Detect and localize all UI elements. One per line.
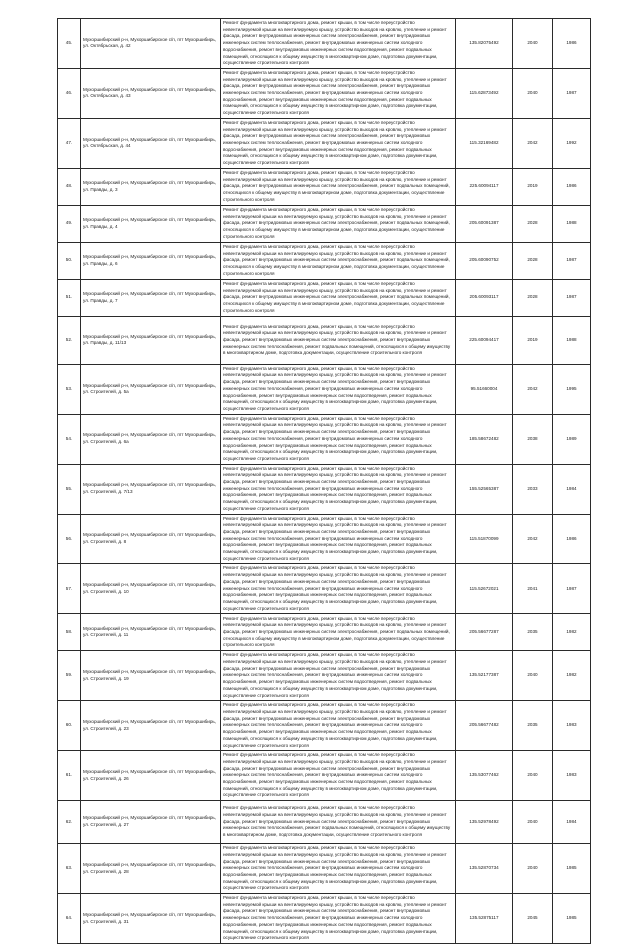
row-number: 51. — [58, 279, 81, 316]
address-cell: Мухоршибирский р-н, Мухоршибирское с/п, пгт Мухоршибирь, ул. Строителей, д. 7/13 — [81, 464, 221, 514]
build-year-cell: 1988 — [553, 205, 591, 242]
address-cell: Мухоршибирский р-н, Мухоршибирское с/п, пгт Мухоршибирь, ул. Строителей, д. 31 — [81, 894, 221, 944]
table-row — [58, 19, 591, 69]
build-year-cell: 1989 — [553, 414, 591, 464]
planned-year-cell: 2040 — [513, 751, 553, 801]
address-cell: Мухоршибирский р-н, Мухоршибирское с/п, пгт Мухоршибирь, ул. Правды, д. 6 — [81, 242, 221, 279]
build-year-cell: 1984 — [553, 464, 591, 514]
repair-works-cell: Ремонт фундамента многоквартирного дома, ремонт крыши, в том числе переустройство невентилируемой крыши на вентилируемую крышу, устройство выходов на кровлю, утепление и ремонт фасада, ремонт внутридомовых инженерных систем электроснабжения, ремонт подвальных помещений, относящихся к общему имуществу в многоквартирном доме, подготовка документации, осуществление строительного контроля — [221, 242, 456, 279]
table-row — [58, 801, 591, 844]
planned-year-cell: 2038 — [513, 414, 553, 464]
cost-cell: 155.52565387 — [456, 464, 513, 514]
row-number: 50. — [58, 242, 81, 279]
address-cell: Мухоршибирский р-н, Мухоршибирское с/п, пгт Мухоршибирь, ул. Строителей, д. 23 — [81, 701, 221, 751]
planned-year-cell: 2028 — [513, 205, 553, 242]
address-cell: Мухоршибирский р-н, Мухоршибирское с/п, пгт Мухоршибирь, ул. Октябрьская, д. 44 — [81, 118, 221, 168]
cost-cell: 205.60091387 — [456, 205, 513, 242]
cost-cell: 185.58672482 — [456, 414, 513, 464]
table-row — [58, 205, 591, 242]
address-cell: Мухоршибирский р-н, Мухоршибирское с/п, пгт Мухоршибирь, ул. Строителей, д. 5а — [81, 364, 221, 414]
build-year-cell: 1987 — [553, 68, 591, 118]
planned-year-cell: 2041 — [513, 564, 553, 614]
repair-works-cell: Ремонт фундамента многоквартирного дома, ремонт крыши, в том числе переустройство невентилируемой крыши на вентилируемую крышу, устройство выходов на кровлю, утепление и ремонт фасада, ремонт внутридомовых инженерных систем электроснабжения, ремонт внутридомовых инженерных систем теплоснабжения, ремонт подвальных помещений, относящихся к общему имуществу в многоквартирном доме, подготовка документации, осуществление строительного контроля — [221, 801, 456, 844]
table-row — [58, 68, 591, 118]
table-row — [58, 279, 591, 316]
address-cell: Мухоршибирский р-н, Мухоршибирское с/п, пгт Мухоршибирь, ул. Строителей, д. 10 — [81, 564, 221, 614]
row-number: 47. — [58, 118, 81, 168]
cost-cell: 115.62873492 — [456, 68, 513, 118]
cost-cell: 135.53077462 — [456, 751, 513, 801]
repair-works-cell: Ремонт фундамента многоквартирного дома, ремонт крыши, в том числе переустройство невентилируемой крыши на вентилируемую крышу, устройство выходов на кровлю, утепление и ремонт фасада, ремонт внутридомовых инженерных систем электроснабжения, ремонт внутридомовых инженерных систем теплоснабжения, ремонт внутридомовых инженерных систем холодного водоснабжения, ремонт внутридомовых инженерных систем водоотведения, ремонт подвальных помещений, относящихся к общему имуществу в многоквартирном доме, подготовка документации, осуществление строительного контроля — [221, 514, 456, 564]
row-number: 54. — [58, 414, 81, 464]
address-cell: Мухоршибирский р-н, Мухоршибирское с/п, пгт Мухоршибирь, ул. Октябрьская, д. 42 — [81, 19, 221, 69]
row-number: 57. — [58, 564, 81, 614]
repair-works-cell: Ремонт фундамента многоквартирного дома, ремонт крыши, в том числе переустройство невентилируемой крыши на вентилируемую крышу, устройство выходов на кровлю, утепление и ремонт фасада, ремонт внутридомовых инженерных систем электроснабжения, ремонт подвальных помещений, относящихся к общему имуществу в многоквартирном доме, подготовка документации, осуществление строительного контроля — [221, 205, 456, 242]
planned-year-cell: 2028 — [513, 242, 553, 279]
build-year-cell: 1986 — [553, 168, 591, 205]
row-number: 53. — [58, 364, 81, 414]
address-cell: Мухоршибирский р-н, Мухоршибирское с/п, пгт Мухоршибирь, ул. Правды, д. 11/13 — [81, 316, 221, 364]
table-row — [58, 894, 591, 944]
table-row — [58, 751, 591, 801]
cost-cell: 115.32169482 — [456, 118, 513, 168]
planned-year-cell: 2035 — [513, 701, 553, 751]
build-year-cell: 1995 — [553, 364, 591, 414]
table-row — [58, 844, 591, 894]
address-cell: Мухоршибирский р-н, Мухоршибирское с/п, пгт Мухоршибирь, ул. Строителей, д. 8 — [81, 514, 221, 564]
row-number: 48. — [58, 168, 81, 205]
row-number: 64. — [58, 894, 81, 944]
cost-cell: 205.56677287 — [456, 614, 513, 651]
address-cell: Мухоршибирский р-н, Мухоршибирское с/п, пгт Мухоршибирь, ул. Правды, д. 4 — [81, 205, 221, 242]
cost-cell: 135.52870734 — [456, 844, 513, 894]
cost-cell: 225.60094417 — [456, 316, 513, 364]
address-cell: Мухоршибирский р-н, Мухоршибирское с/п, пгт Мухоршибирь, ул. Строителей, д. 28 — [81, 844, 221, 894]
row-number: 56. — [58, 514, 81, 564]
address-cell: Мухоршибирский р-н, Мухоршибирское с/п, пгт Мухоршибирь, ул. Правды, д. 3 — [81, 168, 221, 205]
table-row — [58, 364, 591, 414]
planned-year-cell: 2045 — [513, 894, 553, 944]
planned-year-cell: 2040 — [513, 844, 553, 894]
cost-cell: 115.51870099 — [456, 514, 513, 564]
housing-repair-register-table — [57, 18, 591, 944]
repair-works-cell: Ремонт фундамента многоквартирного дома, ремонт крыши, в том числе переустройство невентилируемой крыши на вентилируемую крышу, устройство выходов на кровлю, утепление и ремонт фасада, ремонт внутридомовых инженерных систем электроснабжения, ремонт внутридомовых инженерных систем теплоснабжения, ремонт внутридомовых инженерных систем холодного водоснабжения, ремонт внутридомовых инженерных систем водоотведения, ремонт подвальных помещений, относящихся к общему имуществу в многоквартирном доме, подготовка документации, осуществление строительного контроля — [221, 464, 456, 514]
table-row — [58, 614, 591, 651]
table-row — [58, 564, 591, 614]
build-year-cell: 1992 — [553, 118, 591, 168]
repair-works-cell: Ремонт фундамента многоквартирного дома, ремонт крыши, в том числе переустройство невентилируемой крыши на вентилируемую крышу, устройство выходов на кровлю, утепление и ремонт фасада, ремонт внутридомовых инженерных систем электроснабжения, ремонт внутридомовых инженерных систем теплоснабжения, ремонт подвальных помещений, относящихся к общему имуществу в многоквартирном доме, подготовка документации, осуществление строительного контроля — [221, 316, 456, 364]
planned-year-cell: 2042 — [513, 118, 553, 168]
table-row — [58, 242, 591, 279]
row-number: 49. — [58, 205, 81, 242]
table-row — [58, 118, 591, 168]
repair-works-cell: Ремонт фундамента многоквартирного дома, ремонт крыши, в том числе переустройство невентилируемой крыши на вентилируемую крышу, устройство выходов на кровлю, утепление и ремонт фасада, ремонт внутридомовых инженерных систем электроснабжения, ремонт подвальных помещений, относящихся к общему имуществу в многоквартирном доме, подготовка документации, осуществление строительного контроля — [221, 614, 456, 651]
row-number: 46. — [58, 68, 81, 118]
planned-year-cell: 2042 — [513, 364, 553, 414]
cost-cell: 205.56677482 — [456, 701, 513, 751]
row-number: 59. — [58, 651, 81, 701]
planned-year-cell: 2040 — [513, 19, 553, 69]
repair-works-cell: Ремонт фундамента многоквартирного дома, ремонт крыши, в том числе переустройство невентилируемой крыши на вентилируемую крышу, устройство выходов на кровлю, утепление и ремонт фасада, ремонт внутридомовых инженерных систем электроснабжения, ремонт внутридомовых инженерных систем теплоснабжения, ремонт внутридомовых инженерных систем холодного водоснабжения, ремонт внутридомовых инженерных систем водоотведения, ремонт подвальных помещений, относящихся к общему имуществу в многоквартирном доме, подготовка документации, осуществление строительного контроля — [221, 701, 456, 751]
row-number: 52. — [58, 316, 81, 364]
address-cell: Мухоршибирский р-н, Мухоршибирское с/п, пгт Мухоршибирь, ул. Строителей, д. 26 — [81, 751, 221, 801]
table-row — [58, 414, 591, 464]
cost-cell: 225.60094117 — [456, 168, 513, 205]
repair-works-cell: Ремонт фундамента многоквартирного дома, ремонт крыши, в том числе переустройство невентилируемой крыши на вентилируемую крышу, устройство выходов на кровлю, утепление и ремонт фасада, ремонт внутридомовых инженерных систем электроснабжения, ремонт внутридомовых инженерных систем теплоснабжения, ремонт внутридомовых инженерных систем холодного водоснабжения, ремонт внутридомовых инженерных систем водоотведения, ремонт подвальных помещений, относящихся к общему имуществу в многоквартирном доме, подготовка документации, осуществление строительного контроля — [221, 414, 456, 464]
build-year-cell: 1985 — [553, 894, 591, 944]
address-cell: Мухоршибирский р-н, Мухоршибирское с/п, пгт Мухоршибирь, ул. Строителей, д. 27 — [81, 801, 221, 844]
row-number: 63. — [58, 844, 81, 894]
build-year-cell: 1987 — [553, 279, 591, 316]
table-row — [58, 168, 591, 205]
repair-works-cell: Ремонт фундамента многоквартирного дома, ремонт крыши, в том числе переустройство невентилируемой крыши на вентилируемую крышу, устройство выходов на кровлю, утепление и ремонт фасада, ремонт внутридомовых инженерных систем электроснабжения, ремонт внутридомовых инженерных систем теплоснабжения, ремонт внутридомовых инженерных систем холодного водоснабжения, ремонт внутридомовых инженерных систем водоотведения, ремонт подвальных помещений, относящихся к общему имуществу в многоквартирном доме, подготовка документации, осуществление строительного контроля — [221, 68, 456, 118]
planned-year-cell: 2042 — [513, 514, 553, 564]
row-number: 62. — [58, 801, 81, 844]
planned-year-cell: 2028 — [513, 279, 553, 316]
build-year-cell: 1983 — [553, 701, 591, 751]
planned-year-cell: 2040 — [513, 801, 553, 844]
build-year-cell: 1982 — [553, 614, 591, 651]
planned-year-cell: 2033 — [513, 464, 553, 514]
cost-cell: 135.52875117 — [456, 894, 513, 944]
repair-works-cell: Ремонт фундамента многоквартирного дома, ремонт крыши, в том числе переустройство невентилируемой крыши на вентилируемую крышу, устройство выходов на кровлю, утепление и ремонт фасада, ремонт внутридомовых инженерных систем электроснабжения, ремонт внутридомовых инженерных систем теплоснабжения, ремонт внутридомовых инженерных систем холодного водоснабжения, ремонт внутридомовых инженерных систем водоотведения, ремонт подвальных помещений, относящихся к общему имуществу в многоквартирном доме, подготовка документации, осуществление строительного контроля — [221, 118, 456, 168]
planned-year-cell: 2019 — [513, 316, 553, 364]
cost-cell: 205.60093117 — [456, 279, 513, 316]
build-year-cell: 1985 — [553, 844, 591, 894]
address-cell: Мухоршибирский р-н, Мухоршибирское с/п, пгт Мухоршибирь, ул. Правды, д. 7 — [81, 279, 221, 316]
address-cell: Мухоршибирский р-н, Мухоршибирское с/п, пгт Мухоршибирь, ул. Строителей, д. 6а — [81, 414, 221, 464]
row-number: 55. — [58, 464, 81, 514]
repair-works-cell: Ремонт фундамента многоквартирного дома, ремонт крыши, в том числе переустройство невентилируемой крыши на вентилируемую крышу, устройство выходов на кровлю, утепление и ремонт фасада, ремонт внутридомовых инженерных систем электроснабжения, ремонт внутридомовых инженерных систем теплоснабжения, ремонт внутридомовых инженерных систем холодного водоснабжения, ремонт внутридомовых инженерных систем водоотведения, ремонт подвальных помещений, относящихся к общему имуществу в многоквартирном доме, подготовка документации, осуществление строительного контроля — [221, 844, 456, 894]
build-year-cell: 1983 — [553, 751, 591, 801]
build-year-cell: 1987 — [553, 564, 591, 614]
build-year-cell: 1984 — [553, 801, 591, 844]
build-year-cell: 1982 — [553, 651, 591, 701]
cost-cell: 205.60090752 — [456, 242, 513, 279]
repair-works-cell: Ремонт фундамента многоквартирного дома, ремонт крыши, в том числе переустройство невентилируемой крыши на вентилируемую крышу, устройство выходов на кровлю, утепление и ремонт фасада, ремонт внутридомовых инженерных систем электроснабжения, ремонт внутридомовых инженерных систем теплоснабжения, ремонт внутридомовых инженерных систем холодного водоснабжения, ремонт внутридомовых инженерных систем водоотведения, ремонт подвальных помещений, относящихся к общему имуществу в многоквартирном доме, подготовка документации, осуществление строительного контроля — [221, 564, 456, 614]
address-cell: Мухоршибирский р-н, Мухоршибирское с/п, пгт Мухоршибирь, ул. Октябрьская, д. 43 — [81, 68, 221, 118]
repair-works-cell: Ремонт фундамента многоквартирного дома, ремонт крыши, в том числе переустройство невентилируемой крыши на вентилируемую крышу, устройство выходов на кровлю, утепление и ремонт фасада, ремонт внутридомовых инженерных систем электроснабжения, ремонт подвальных помещений, относящихся к общему имуществу в многоквартирном доме, подготовка документации, осуществление строительного контроля — [221, 168, 456, 205]
table-row — [58, 316, 591, 364]
repair-works-cell: Ремонт фундамента многоквартирного дома, ремонт крыши, в том числе переустройство невентилируемой крыши на вентилируемую крышу, устройство выходов на кровлю, утепление и ремонт фасада, ремонт внутридомовых инженерных систем электроснабжения, ремонт внутридомовых инженерных систем теплоснабжения, ремонт внутридомовых инженерных систем холодного водоснабжения, ремонт внутридомовых инженерных систем водоотведения, ремонт подвальных помещений, относящихся к общему имуществу в многоквартирном доме, подготовка документации, осуществление строительного контроля — [221, 651, 456, 701]
build-year-cell: 1988 — [553, 316, 591, 364]
table-row — [58, 514, 591, 564]
cost-cell: 115.52672021 — [456, 564, 513, 614]
repair-works-cell: Ремонт фундамента многоквартирного дома, ремонт крыши, в том числе переустройство невентилируемой крыши на вентилируемую крышу, устройство выходов на кровлю, утепление и ремонт фасада, ремонт внутридомовых инженерных систем электроснабжения, ремонт внутридомовых инженерных систем теплоснабжения, ремонт внутридомовых инженерных систем холодного водоснабжения, ремонт внутридомовых инженерных систем водоотведения, ремонт подвальных помещений, относящихся к общему имуществу в многоквартирном доме, подготовка документации, осуществление строительного контроля — [221, 894, 456, 944]
address-cell: Мухоршибирский р-н, Мухоршибирское с/п, пгт Мухоршибирь, ул. Строителей, д. 19 — [81, 651, 221, 701]
planned-year-cell: 2040 — [513, 68, 553, 118]
table-row — [58, 464, 591, 514]
repair-works-cell: Ремонт фундамента многоквартирного дома, ремонт крыши, в том числе переустройство невентилируемой крыши на вентилируемую крышу, устройство выходов на кровлю, утепление и ремонт фасада, ремонт внутридомовых инженерных систем электроснабжения, ремонт внутридомовых инженерных систем теплоснабжения, ремонт внутридомовых инженерных систем холодного водоснабжения, ремонт внутридомовых инженерных систем водоотведения, ремонт подвальных помещений, относящихся к общему имуществу в многоквартирном доме, подготовка документации, осуществление строительного контроля — [221, 19, 456, 69]
repair-works-cell: Ремонт фундамента многоквартирного дома, ремонт крыши, в том числе переустройство невентилируемой крыши на вентилируемую крышу, устройство выходов на кровлю, утепление и ремонт фасада, ремонт внутридомовых инженерных систем электроснабжения, ремонт подвальных помещений, относящихся к общему имуществу в многоквартирном доме, подготовка документации, осуществление строительного контроля — [221, 279, 456, 316]
repair-works-cell: Ремонт фундамента многоквартирного дома, ремонт крыши, в том числе переустройство невентилируемой крыши на вентилируемую крышу, устройство выходов на кровлю, утепление и ремонт фасада, ремонт внутридомовых инженерных систем электроснабжения, ремонт внутридомовых инженерных систем теплоснабжения, ремонт внутридомовых инженерных систем холодного водоснабжения, ремонт внутридомовых инженерных систем водоотведения, ремонт подвальных помещений, относящихся к общему имуществу в многоквартирном доме, подготовка документации, осуществление строительного контроля — [221, 751, 456, 801]
row-number: 45. — [58, 19, 81, 69]
table-row — [58, 651, 591, 701]
planned-year-cell: 2019 — [513, 168, 553, 205]
address-cell: Мухоршибирский р-н, Мухоршибирское с/п, пгт Мухоршибирь, ул. Строителей, д. 11 — [81, 614, 221, 651]
row-number: 58. — [58, 614, 81, 651]
cost-cell: 135.52978492 — [456, 801, 513, 844]
cost-cell: 135.52177387 — [456, 651, 513, 701]
planned-year-cell: 2040 — [513, 651, 553, 701]
cost-cell: 95.51660004 — [456, 364, 513, 414]
repair-works-cell: Ремонт фундамента многоквартирного дома, ремонт крыши, в том числе переустройство невентилируемой крыши на вентилируемую крышу, устройство выходов на кровлю, утепление и ремонт фасада, ремонт внутридомовых инженерных систем электроснабжения, ремонт внутридомовых инженерных систем теплоснабжения, ремонт внутридомовых инженерных систем холодного водоснабжения, ремонт внутридомовых инженерных систем водоотведения, ремонт подвальных помещений, относящихся к общему имуществу в многоквартирном доме, подготовка документации, осуществление строительного контроля — [221, 364, 456, 414]
cost-cell: 135.82075492 — [456, 19, 513, 69]
row-number: 61. — [58, 751, 81, 801]
table-row — [58, 701, 591, 751]
build-year-cell: 1986 — [553, 19, 591, 69]
build-year-cell: 1986 — [553, 514, 591, 564]
build-year-cell: 1987 — [553, 242, 591, 279]
register-table-body — [58, 19, 591, 944]
planned-year-cell: 2035 — [513, 614, 553, 651]
row-number: 60. — [58, 701, 81, 751]
